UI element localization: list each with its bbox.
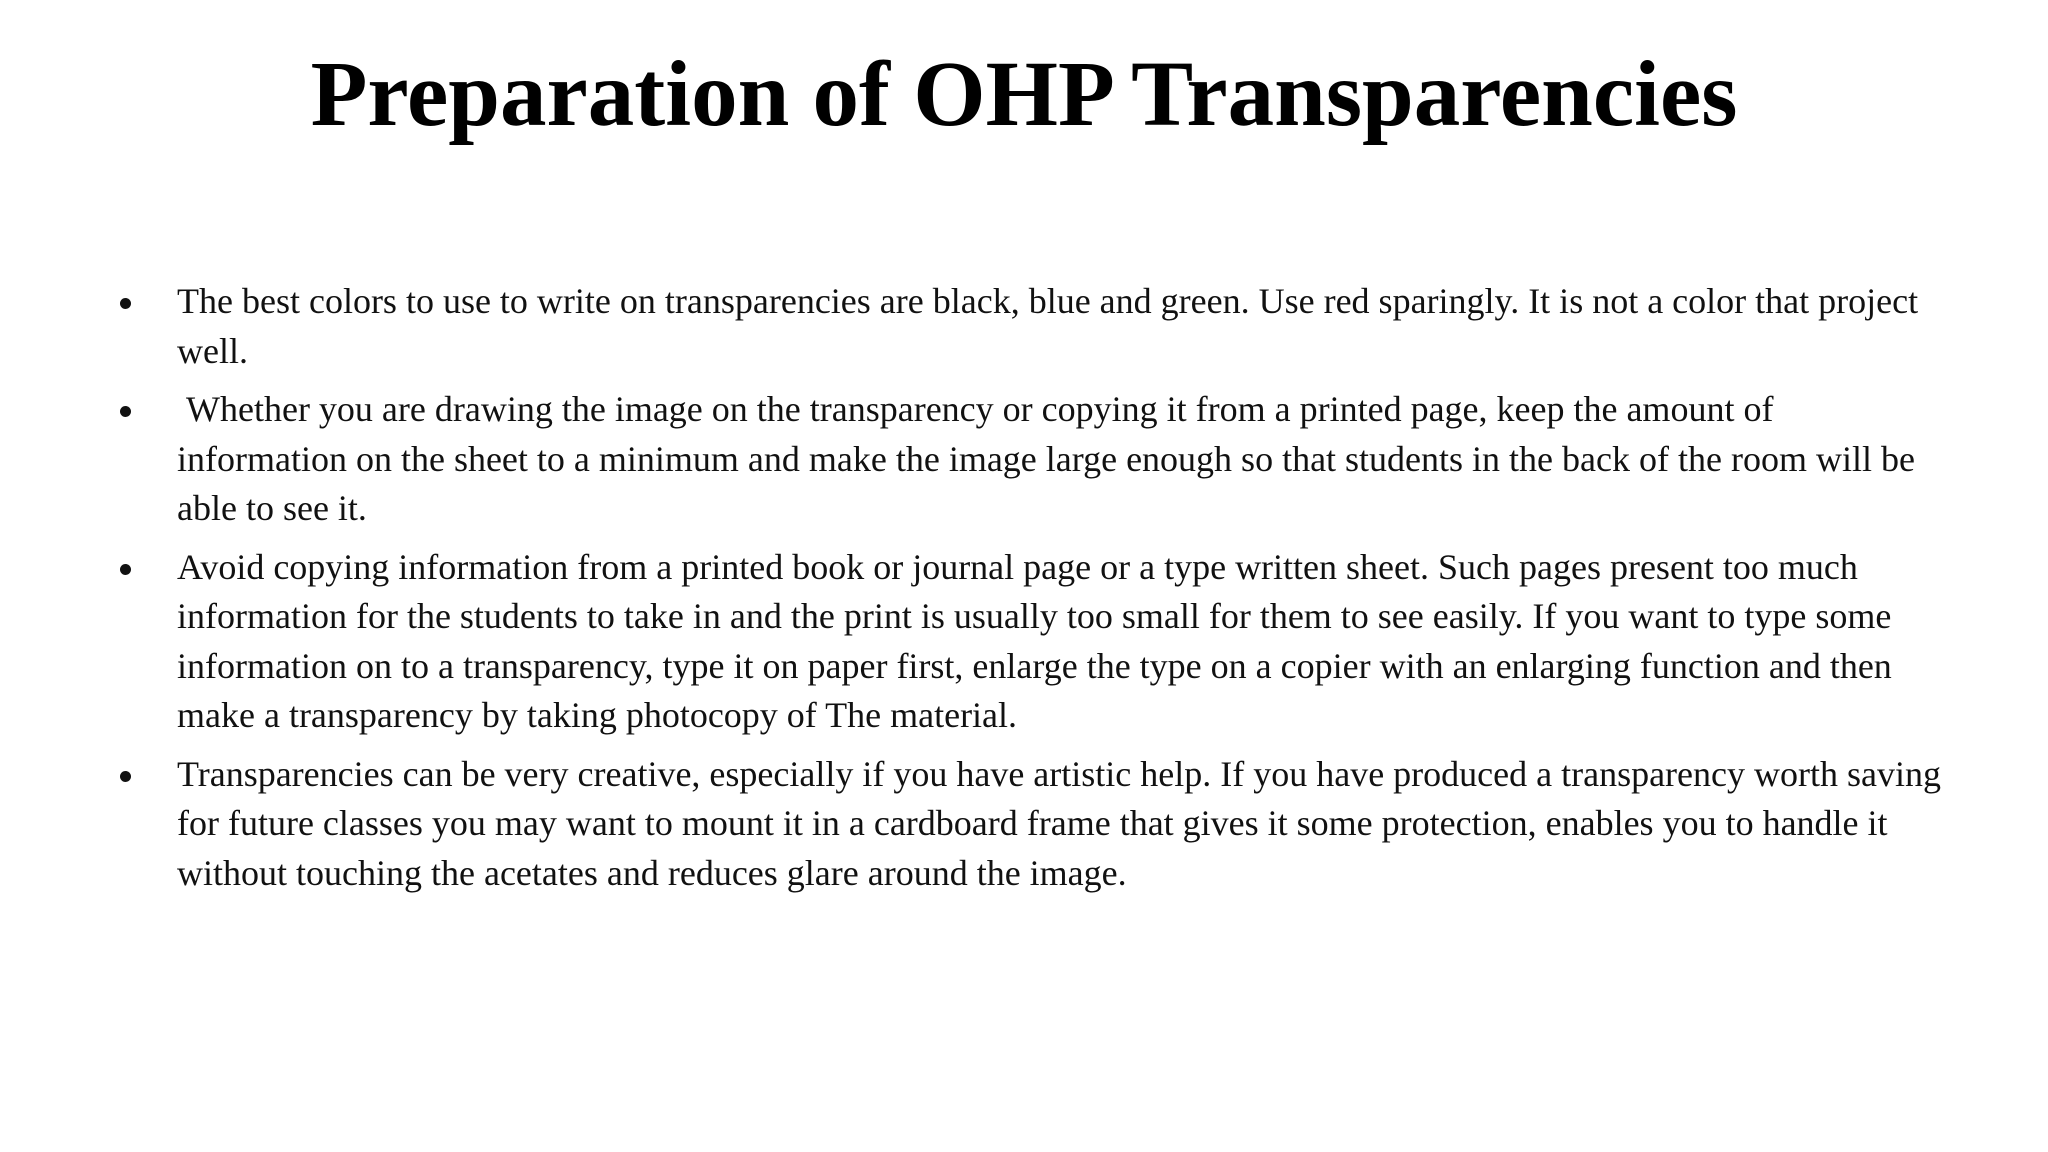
slide-title: Preparation of OHP Transparencies	[310, 43, 1738, 146]
bullet-text: Transparencies can be very creative, especially if you have artistic help. If you have produced a transparency worth saving for future classes you may want to mount it in a cardboard frame that gives it some protection, enables you to handle it without touching the acetates and reduces glare around the image.	[177, 753, 1950, 893]
bullet-point-icon	[120, 564, 131, 575]
bullet-list	[120, 277, 1950, 907]
bullet-item-creative	[120, 750, 1950, 899]
bullet-point-icon	[120, 298, 131, 309]
bullet-text: Whether you are drawing the image on the transparency or copying it from a printed page, keep the amount of information on the sheet to a minimum and make the image large enough so that students in the back of the room will be able to see it.	[177, 389, 1924, 528]
bullet-point-icon	[120, 771, 131, 782]
bullet-item-colors	[120, 277, 1950, 376]
bullet-item-avoid-copying	[120, 543, 1950, 741]
bullet-text: The best colors to use to write on transparencies are black, blue and green. Use red sparingly. It is not a color that project well.	[177, 281, 1928, 371]
bullet-text: Avoid copying information from a printed book or journal page or a type written sheet. Such pages present too much information for the students to take in and the print is usually too small for them to see easily. If you want to type some information on to a transparency, type it on paper first, enlarge the type on a copier with an enlarging function and then make a transparency by taking photocopy of The material.	[177, 546, 1901, 735]
bullet-point-icon	[120, 406, 131, 417]
bullet-item-image-size	[120, 385, 1950, 534]
